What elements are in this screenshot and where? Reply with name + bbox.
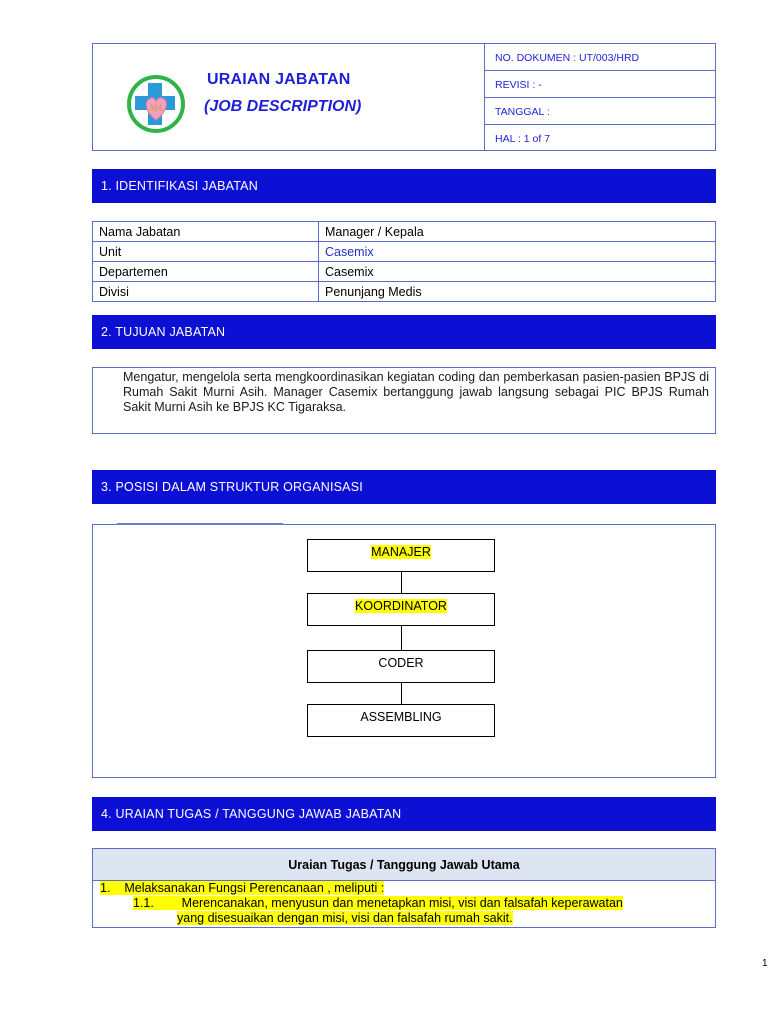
section-duties-heading: 4. URAIAN TUGAS / TANGGUNG JAWAB JABATAN — [92, 797, 716, 831]
section-org-structure-heading: 3. POSISI DALAM STRUKTUR ORGANISASI — [92, 470, 716, 504]
header-title-cell — [93, 44, 485, 150]
org-node-assembling — [307, 704, 495, 737]
duty-subitem-text: Merencanakan, menyusun dan menetapkan misi, visi dan falsafah keperawatan — [181, 896, 623, 910]
identity-table — [92, 221, 716, 302]
org-node-label: KOORDINATOR — [355, 599, 447, 613]
logo-letters: MA — [149, 103, 163, 113]
identity-label: Divisi — [93, 282, 319, 302]
table-row — [93, 222, 716, 242]
document-subtitle: (JOB DESCRIPTION) — [204, 98, 362, 115]
purpose-text: Mengatur, mengelola serta mengkoordinasikan kegiatan coding dan pemberkasan pasien-pasien BPJS di Rumah Sakit Murni Asih. Manager Casemix bertanggung jawab langsung sebagai PIC BPJS Rumah Sakit Murni Asih ke BPJS KC Tigaraksa. — [123, 370, 709, 414]
duties-table — [92, 848, 716, 928]
org-connector — [401, 683, 402, 704]
identity-value: Manager / Kepala — [319, 222, 716, 242]
org-node-koordinator — [307, 593, 495, 626]
purpose-box — [92, 367, 716, 434]
duty-item-text: Melaksanakan Fungsi Perencanaan , meliputi : — [124, 881, 385, 895]
table-row — [93, 242, 716, 262]
duty-subitem-text: yang disesuaikan dengan misi, visi dan falsafah rumah sakit. — [177, 911, 513, 925]
duty-subitem-number: 1.1. — [133, 896, 154, 910]
identity-label: Unit — [93, 242, 319, 262]
identity-value: Casemix — [319, 262, 716, 282]
revision: REVISI : - — [485, 71, 715, 98]
org-node-label: CODER — [378, 656, 424, 670]
identity-label: Nama Jabatan — [93, 222, 319, 242]
identity-label: Departemen — [93, 262, 319, 282]
duty-item — [100, 881, 384, 895]
hospital-logo-icon — [126, 74, 186, 134]
org-node-manajer — [307, 539, 495, 572]
org-connector — [401, 572, 402, 593]
org-node-coder — [307, 650, 495, 683]
document-title: URAIAN JABATAN — [207, 71, 351, 88]
document-header — [92, 43, 716, 151]
table-row — [93, 282, 716, 302]
date: TANGGAL : — [485, 98, 715, 125]
duty-subitem-continued — [177, 911, 513, 925]
duties-table-header: Uraian Tugas / Tanggung Jawab Utama — [93, 849, 715, 881]
org-node-label: MANAJER — [371, 545, 431, 559]
divider-line — [117, 523, 283, 525]
section-identification-heading: 1. IDENTIFIKASI JABATAN — [92, 169, 716, 203]
identity-value: Casemix — [319, 242, 716, 262]
doc-number: NO. DOKUMEN : UT/003/HRD — [485, 44, 715, 71]
org-connector — [401, 626, 402, 650]
page-number: 1 — [762, 958, 768, 969]
duty-item-number: 1. — [100, 881, 111, 895]
page-count: HAL : 1 of 7 — [495, 133, 551, 145]
duty-subitem — [133, 896, 623, 910]
table-row — [93, 262, 716, 282]
identity-value: Penunjang Medis — [319, 282, 716, 302]
org-node-label: ASSEMBLING — [360, 710, 442, 724]
section-purpose-heading: 2. TUJUAN JABATAN — [92, 315, 716, 349]
